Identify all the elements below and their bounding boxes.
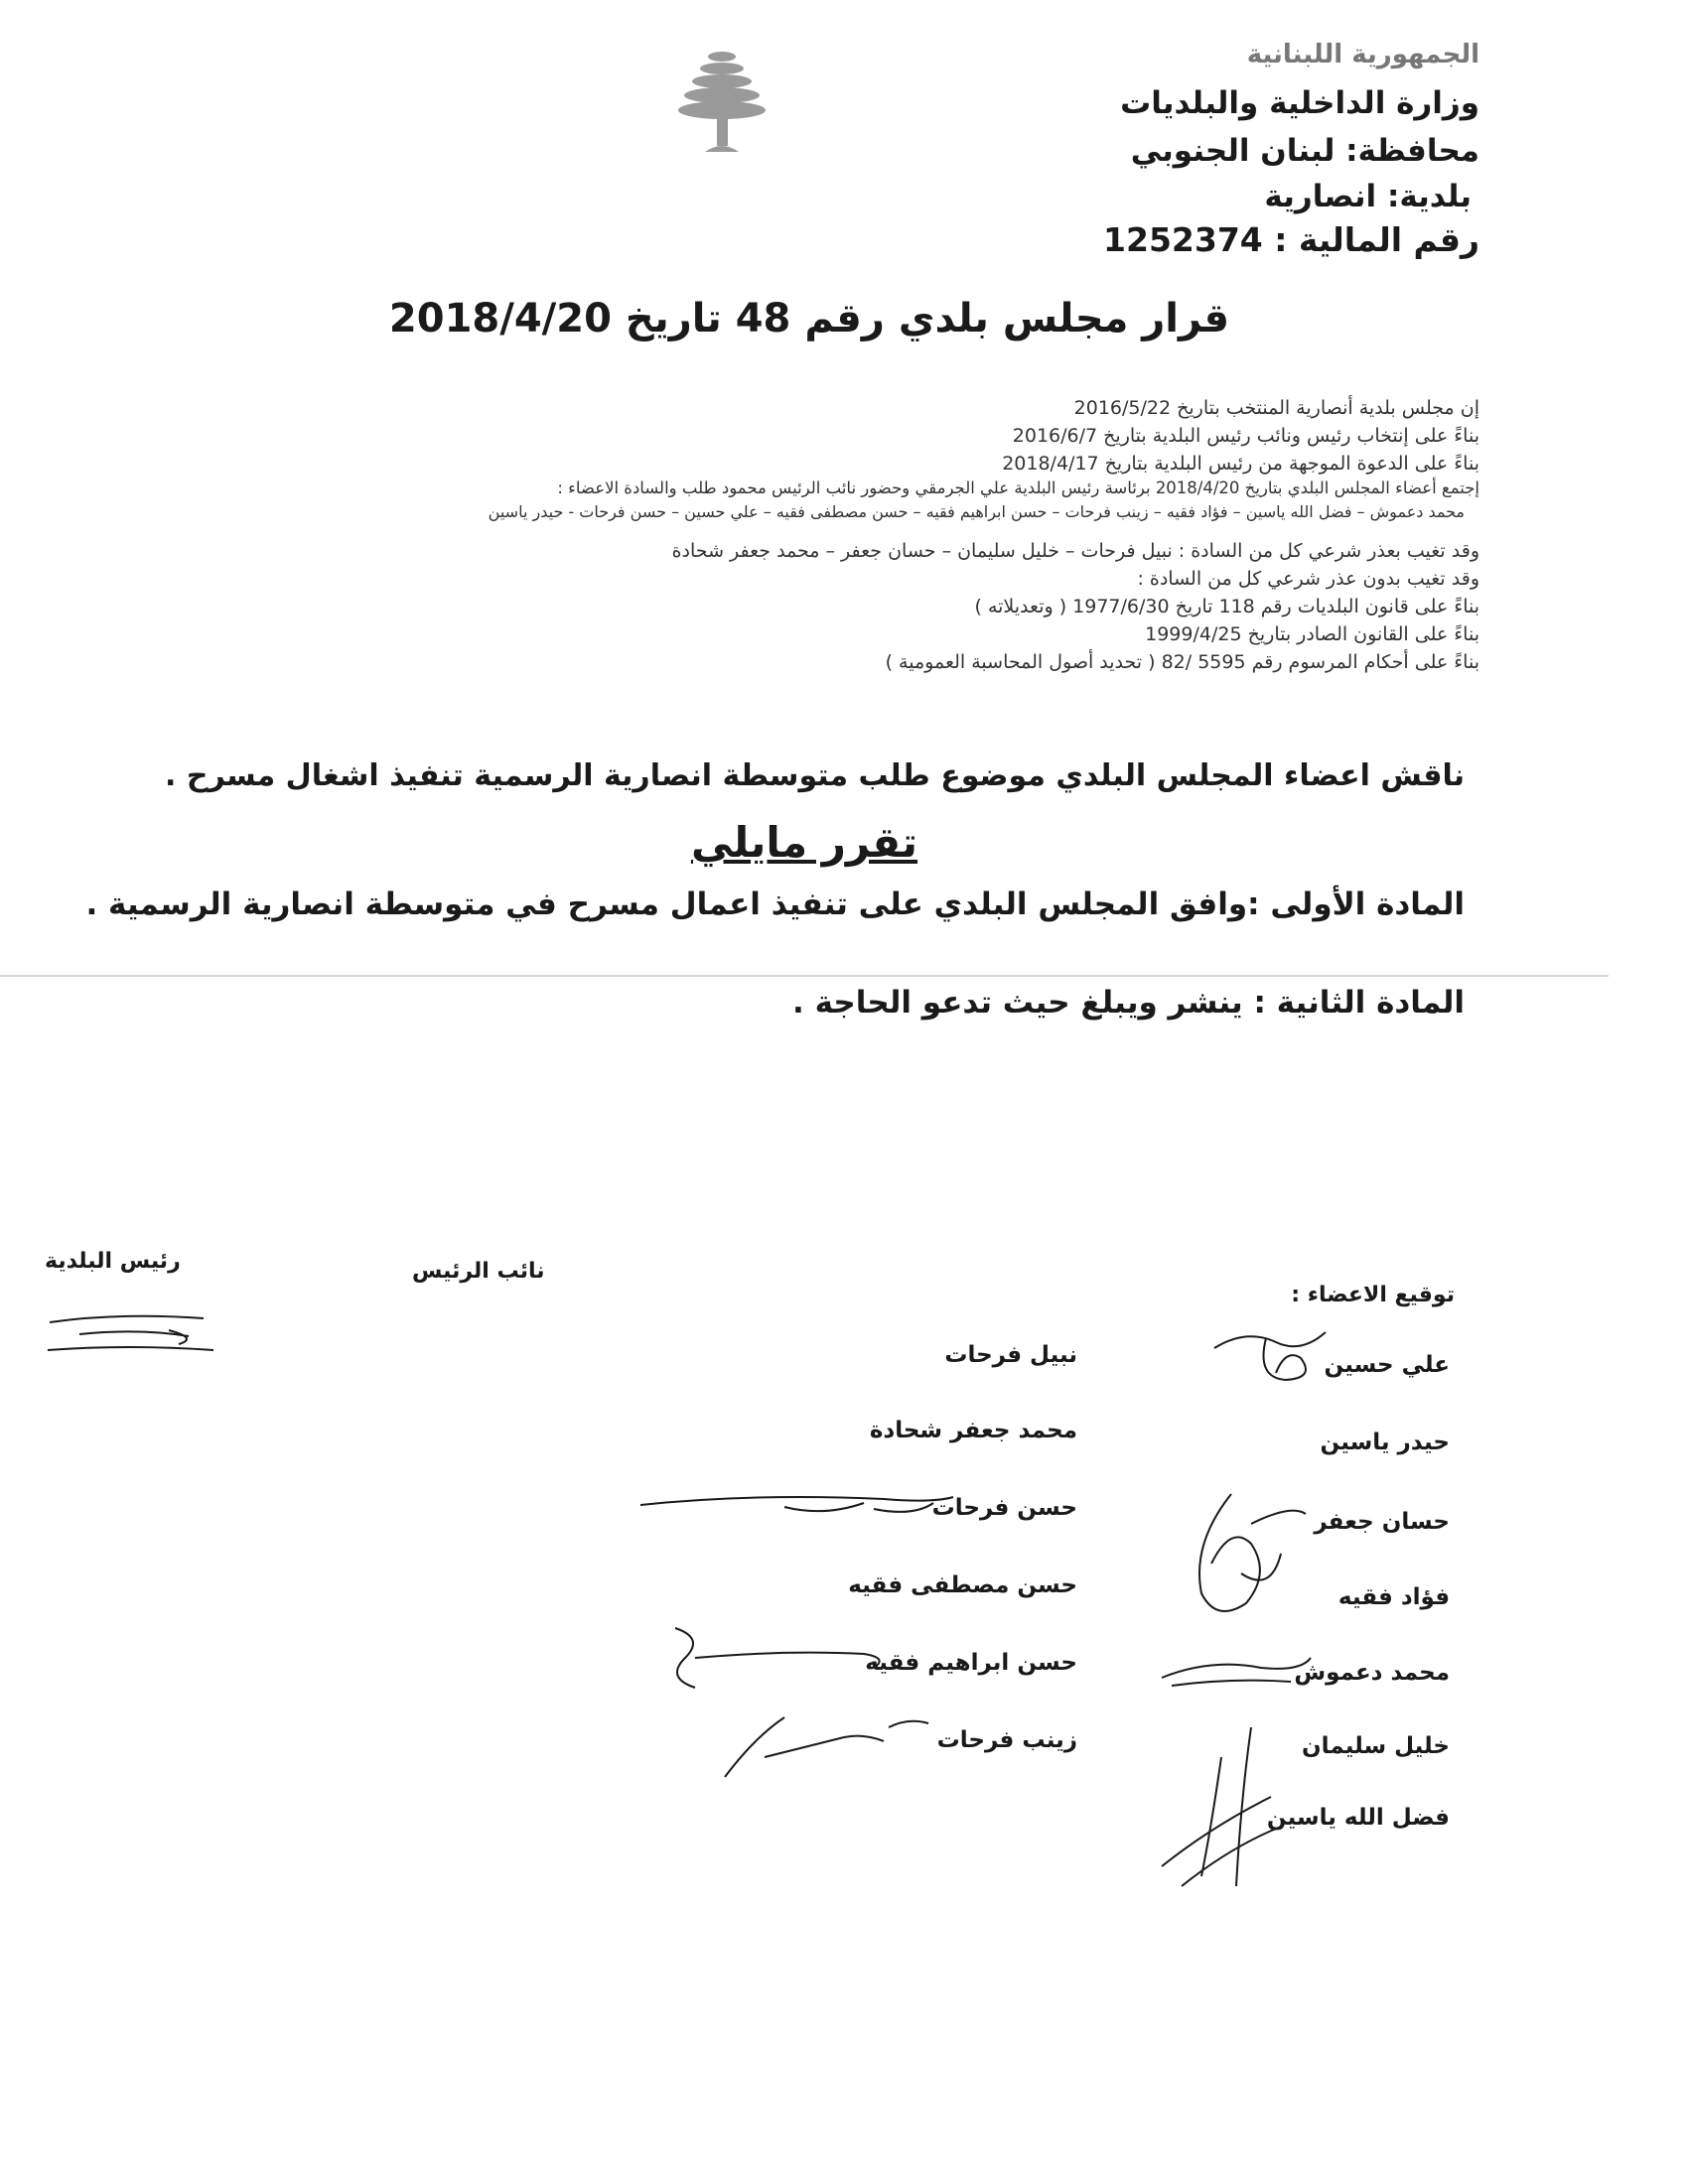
- article-two: المادة الثانية : ينشر ويبلغ حيث تدعو الحاجة .: [792, 985, 1465, 1021]
- member-right-4: فؤاد فقيه: [1337, 1584, 1450, 1610]
- member-left-3: حسن فرحات: [931, 1495, 1077, 1521]
- signature-hassan-farhat: [635, 1473, 963, 1533]
- member-right-5: محمد دعموش: [1294, 1660, 1450, 1686]
- member-left-1: نبيل فرحات: [944, 1342, 1077, 1368]
- member-right-3: حسان جعفر: [1314, 1509, 1450, 1535]
- preamble-line-1: إن مجلس بلدية أنصارية المنتخب بتاريخ 2016/5/22: [1073, 397, 1479, 419]
- mayor-signature: [40, 1300, 218, 1360]
- mayor-label: رئيس البلدية: [45, 1249, 181, 1274]
- member-right-1: علي حسين: [1324, 1352, 1450, 1378]
- preamble-line-6: وقد تغيب بعذر شرعي كل من السادة : نبيل فرحات – خليل سليمان – حسان جعفر – محمد جعفر شحادة: [671, 540, 1479, 562]
- article-one: المادة الأولى :وافق المجلس البلدي على تنفيذ اعمال مسرح في متوسطة انصارية الرسمية .: [85, 887, 1465, 922]
- signature-mohammad-damoush: [1152, 1638, 1321, 1698]
- member-right-7: فضل الله ياسين: [1266, 1805, 1450, 1831]
- signature-zeinab-farhat: [715, 1698, 943, 1787]
- discussion-text: ناقش اعضاء المجلس البلدي موضوع طلب متوسطة انصارية الرسمية تنفيذ اشغال مسرح .: [165, 758, 1465, 793]
- preamble-line-4: إجتمع أعضاء المجلس البلدي بتاريخ 2018/4/20 برئاسة رئيس البلدية علي الجرمقي وحضور نائب الرئيس محمود طلب والسادة الاعضاء :: [557, 478, 1479, 497]
- preamble-line-7: وقد تغيب بدون عذر شرعي كل من السادة :: [1137, 568, 1479, 590]
- preamble-line-3: بناءً على الدعوة الموجهة من رئيس البلدية بتاريخ 2018/4/17: [1002, 453, 1479, 475]
- ministry-line: وزارة الداخلية والبلديات: [1120, 85, 1479, 121]
- republic-line: الجمهورية اللبنانية: [1246, 40, 1479, 69]
- preamble-line-2: بناءً على إنتخاب رئيس ونائب رئيس البلدية بتاريخ 2016/6/7: [1012, 425, 1479, 447]
- municipality-line: بلدية: انصارية: [1264, 179, 1472, 214]
- cedar-emblem: [675, 45, 770, 159]
- member-left-5: حسن ابراهيم فقيه: [865, 1650, 1077, 1676]
- preamble-line-9: بناءً على القانون الصادر بتاريخ 1999/4/25: [1145, 623, 1479, 645]
- member-left-4: حسن مصطفى فقيه: [848, 1572, 1077, 1598]
- signature-fadlallah-yassin: [1142, 1717, 1301, 1896]
- member-right-6: خليل سليمان: [1302, 1733, 1450, 1759]
- signature-ali-hussein: [1206, 1318, 1336, 1398]
- scan-artifact-line: [0, 975, 1609, 977]
- preamble-line-10: بناءً على أحكام المرسوم رقم 5595 /82 ( تحديد أصول المحاسبة العمومية ): [885, 651, 1479, 673]
- decision-heading: تقرر مايلي: [690, 818, 918, 867]
- members-label: توقيع الاعضاء :: [1291, 1283, 1455, 1307]
- governorate-line: محافظة: لبنان الجنوبي: [1130, 133, 1479, 169]
- preamble-line-5: محمد دعموش – فضل الله ياسين – فؤاد فقيه – زينب فرحات – حسن ابراهيم فقيه – حسن مصطفى فقيه – علي حسين – حسن فرحات - حيدر ياسين: [488, 502, 1465, 521]
- finance-number: رقم المالية : 1252374: [1103, 220, 1479, 259]
- deputy-label: نائب الرئيس: [412, 1259, 545, 1284]
- member-left-2: محمد جعفر شحادة: [869, 1418, 1077, 1443]
- signature-hassan-jaafar: [1172, 1484, 1321, 1633]
- decision-title: قرار مجلس بلدي رقم 48 تاريخ 2018/4/20: [388, 296, 1230, 341]
- member-left-6: زينب فرحات: [936, 1727, 1077, 1753]
- preamble-line-8: بناءً على قانون البلديات رقم 118 تاريخ 1977/6/30 ( وتعديلاته ): [974, 596, 1479, 617]
- signature-hassan-ibrahim: [655, 1618, 894, 1698]
- member-right-2: حيدر ياسين: [1320, 1430, 1450, 1455]
